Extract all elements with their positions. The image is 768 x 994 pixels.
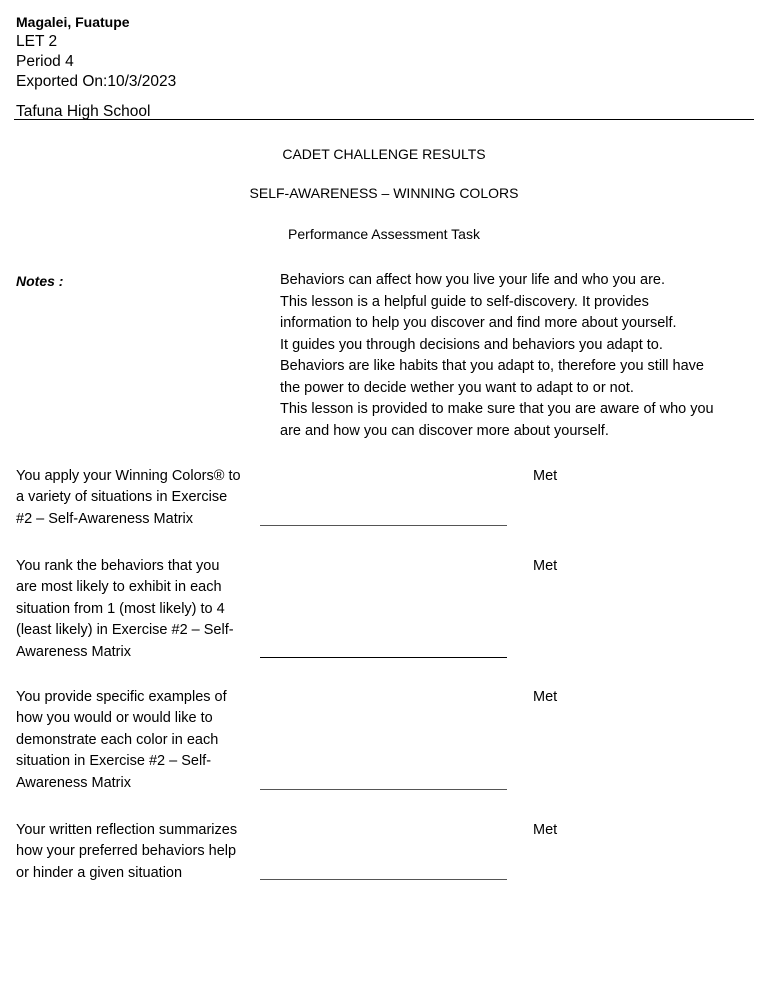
- criterion-4-line: [260, 879, 507, 880]
- criterion-3-result: Met: [533, 689, 558, 705]
- notes-line: the power to decide wether you want to adapt to or not.: [280, 379, 634, 396]
- notes-line: This lesson is provided to make sure that you are aware of who you: [280, 401, 714, 417]
- student-level: LET 2: [16, 33, 58, 50]
- criterion-1-text: You apply your Winning Colors® to a variety of situations in Exercise #2 – Self-Awareness Matrix: [16, 468, 241, 527]
- notes-line: Behaviors are like habits that you adapt to, therefore you still have: [280, 358, 704, 374]
- notes-line: Behaviors can affect how you live your life and who you are.: [280, 272, 666, 288]
- criterion-3-line: [260, 789, 507, 790]
- notes-body: [280, 270, 755, 442]
- criterion-2-result: Met: [533, 558, 558, 574]
- notes-line: This lesson is a helpful guide to self-discovery. It provides: [280, 293, 649, 310]
- export-date: Exported On:10/3/2023: [16, 73, 177, 90]
- criterion-2-text: You rank the behaviors that you are most likely to exhibit in each situation from 1 (most likely) to 4 (least likely) in Exercise #2 – Self- Awareness Matrix: [16, 558, 234, 660]
- criterion-1-result: Met: [533, 468, 558, 484]
- task-title: Performance Assessment Task: [288, 226, 480, 242]
- notes-line: are and how you can discover more about yourself.: [280, 422, 609, 439]
- student-name: Magalei, Fuatupe: [16, 14, 130, 30]
- criterion-4-text: Your written reflection summarizes how your preferred behaviors help or hinder a given situation: [16, 822, 238, 881]
- header-divider: [14, 119, 754, 120]
- criterion-1-line: [260, 525, 507, 526]
- notes-line: It guides you through decisions and behaviors you adapt to.: [280, 336, 663, 353]
- notes-label: Notes :: [16, 273, 64, 289]
- report-subtitle: SELF-AWARENESS – WINNING COLORS: [249, 185, 519, 201]
- student-header: [16, 12, 176, 92]
- student-period: Period 4: [16, 53, 74, 70]
- criterion-2-line: [260, 657, 507, 658]
- school-name: Tafuna High School: [16, 103, 151, 120]
- criterion-4-result: Met: [533, 822, 558, 838]
- notes-line: information to help you discover and find more about yourself.: [280, 315, 677, 331]
- report-title: CADET CHALLENGE RESULTS: [282, 146, 486, 162]
- criterion-3-text: You provide specific examples of how you would or would like to demonstrate each color in each situation in Exercise #2 – Self- Awareness Matrix: [16, 689, 227, 791]
